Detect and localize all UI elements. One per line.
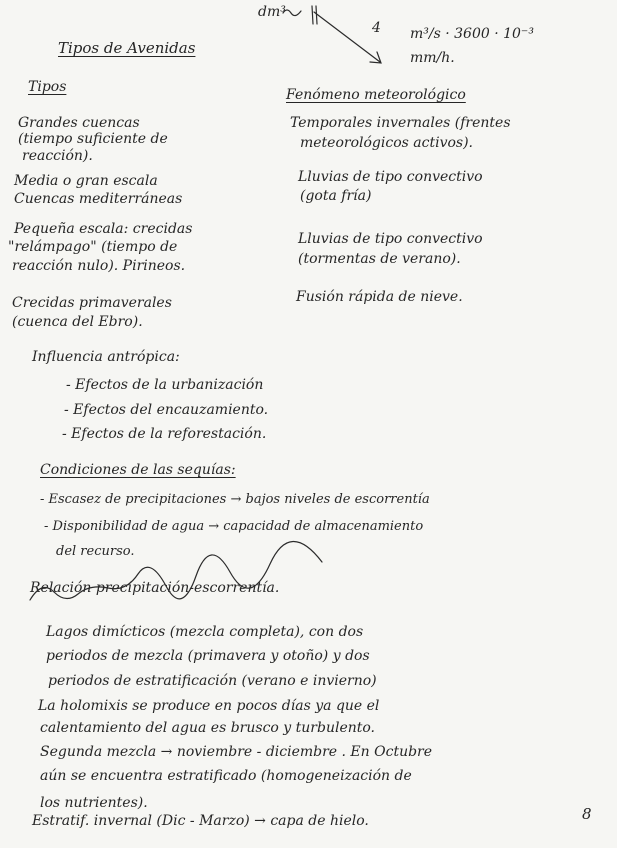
right-line: Fusión rápida de nieve. bbox=[296, 289, 463, 305]
left-line: reacción nulo). Pirineos. bbox=[12, 258, 186, 274]
left-line: Cuencas mediterráneas bbox=[14, 191, 183, 207]
right-heading: Fenómeno meteorológico bbox=[286, 87, 466, 103]
left-line: (cuenca del Ebro). bbox=[12, 314, 143, 330]
relation-line: calentamiento del agua es brusco y turbulento. bbox=[40, 720, 376, 736]
influence-item: - Efectos de la urbanización bbox=[66, 377, 264, 393]
relation-line: aún se encuentra estratificado (homogeneización de bbox=[40, 768, 412, 784]
left-line: (tiempo suficiente de bbox=[18, 131, 168, 147]
units-top: dm³ bbox=[258, 4, 286, 20]
right-line: (tormentas de verano). bbox=[298, 251, 461, 267]
relation-line: periodos de estratificación (verano e invierno) bbox=[48, 673, 377, 689]
left-line: Grandes cuencas bbox=[18, 115, 140, 131]
relation-line: La holomixis se produce en pocos días ya que el bbox=[38, 698, 380, 714]
right-line: Lluvias de tipo convectivo bbox=[298, 231, 483, 247]
drought-heading: Condiciones de las sequías: bbox=[40, 462, 236, 478]
right-line: Lluvias de tipo convectivo bbox=[298, 169, 483, 185]
left-line: "relámpago" (tiempo de bbox=[8, 239, 178, 255]
right-line: meteorológicos activos). bbox=[300, 135, 473, 151]
influence-item: - Efectos del encauzamiento. bbox=[64, 402, 269, 418]
relation-line: Segunda mezcla → noviembre - diciembre . En Octubre bbox=[40, 744, 433, 760]
drought-item: - Disponibilidad de agua → capacidad de almacenamiento bbox=[44, 519, 424, 534]
formula: m³/s · 3600 · 10⁻³ bbox=[410, 26, 534, 42]
arrow-icon bbox=[314, 12, 381, 63]
pen-squiggle bbox=[283, 10, 301, 16]
right-line: Temporales invernales (frentes bbox=[290, 115, 511, 131]
formula-denominator: mm/h. bbox=[410, 50, 455, 66]
page-title: Tipos de Avenidas bbox=[58, 39, 196, 57]
page-number: 8 bbox=[582, 805, 592, 823]
relation-line: periodos de mezcla (primavera y otoño) y dos bbox=[46, 648, 370, 664]
relation-line: Lagos dimícticos (mezcla completa), con dos bbox=[46, 624, 364, 640]
pen-bar bbox=[312, 6, 317, 24]
right-line: (gota fría) bbox=[300, 188, 372, 204]
left-line: Pequeña escala: crecidas bbox=[14, 221, 193, 237]
relation-line: Estratif. invernal (Dic - Marzo) → capa de hielo. bbox=[32, 813, 369, 829]
influence-heading: Influencia antrópica: bbox=[32, 349, 180, 365]
relation-line: los nutrientes). bbox=[40, 795, 148, 811]
relation-heading: Relación precipitación-escorrentía. bbox=[30, 580, 280, 596]
left-line: reacción). bbox=[22, 148, 93, 164]
left-line: Crecidas primaverales bbox=[12, 295, 172, 311]
arrow-label: 4 bbox=[372, 20, 381, 36]
pen-wave bbox=[30, 541, 322, 600]
drought-item: - Escasez de precipitaciones → bajos niveles de escorrentía bbox=[40, 492, 430, 507]
influence-item: - Efectos de la reforestación. bbox=[62, 426, 267, 442]
left-line: Media o gran escala bbox=[14, 173, 158, 189]
left-heading: Tipos bbox=[28, 79, 67, 95]
drought-item: del recurso. bbox=[56, 544, 135, 559]
